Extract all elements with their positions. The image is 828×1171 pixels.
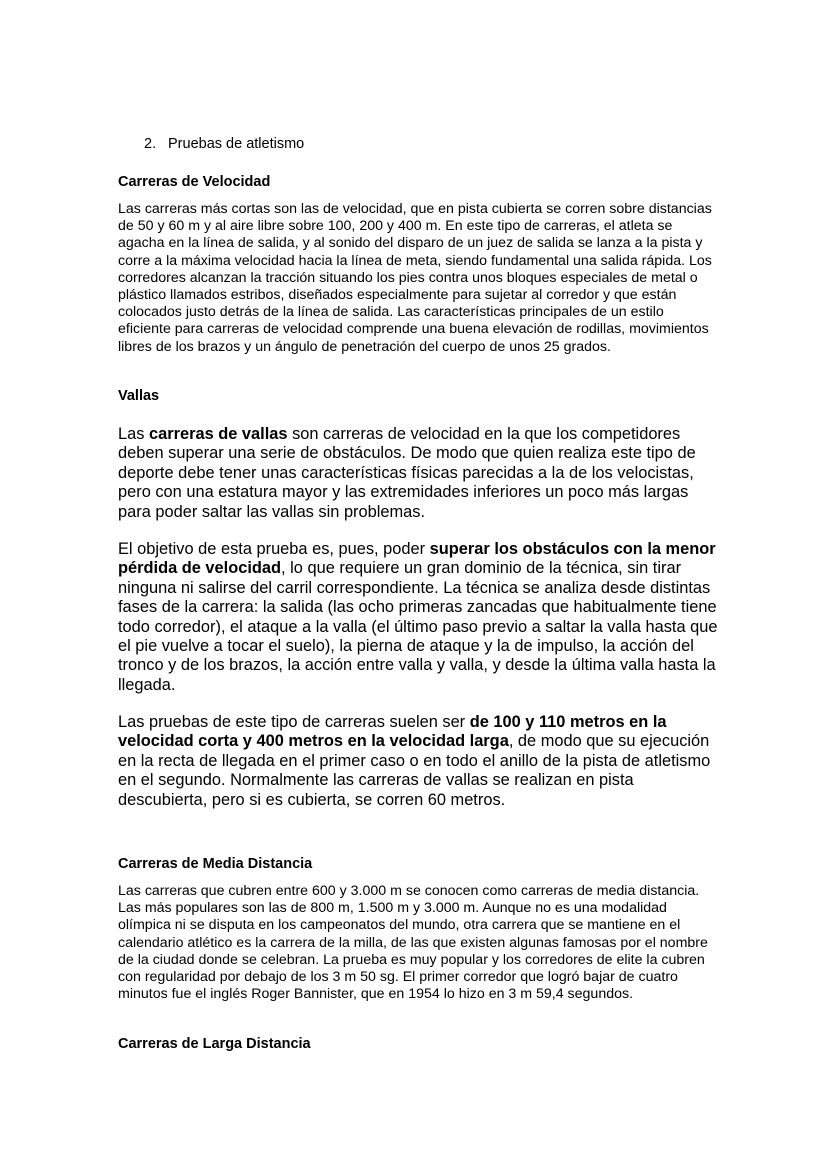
text-run: , de modo que su ejecución en la recta de llegada en el primer caso o en todo el anillo de la pista de atletismo en el segundo. Normalmente las carreras de vallas se realizan en pista descubierta, pero si es cubierta, se corren 60 metros.	[118, 732, 711, 809]
bold-text: de 100 y 110 metros en la velocidad corta y 400 metros en la velocidad larga	[118, 713, 667, 751]
bold-text: carreras de vallas	[148, 425, 288, 443]
bold-text: superar los obstáculos con la menor pérdida de velocidad	[118, 540, 716, 578]
list-item-text: Pruebas de atletismo	[168, 136, 305, 152]
text-run: Las	[118, 425, 149, 443]
text-run: Las pruebas de este tipo de carreras suelen ser	[118, 713, 470, 731]
paragraph-vallas-3	[118, 713, 718, 810]
numbered-list-item	[144, 135, 304, 153]
text-run: , lo que requiere un gran dominio de la técnica, sin tirar ninguna ni salirse del carril correspondiente. La técnica se analiza desde distintas fases de la carrera: la salida (las ocho primeras zancadas que habitualmente tiene todo corredor), el ataque a la valla (el último paso previo a saltar la valla hasta que el pie vuelve a tocar el suelo), la pierna de ataque y la de impulso, la acción del tronco y de los brazos, la acción entre valla y valla, y desde la última valla hasta la llegada.	[118, 559, 718, 694]
section-title-media-distancia: Carreras de Media Distancia	[118, 856, 313, 872]
paragraph-velocidad: Las carreras más cortas son las de velocidad, que en pista cubierta se corren sobre distancias de 50 y 60 m y al aire libre sobre 100, 200 y 400 m. En este tipo de carreras, el atleta se agacha en la línea de salida, y al sonido del disparo de un juez de salida se lanza a la pista y corre a la máxima velocidad hacia la línea de meta, siendo fundamental una salida rápida. Los corredores alcanzan la tracción situando los pies contra unos bloques especiales de metal o plástico llamados estribos, diseñados especialmente para sujetar al corredor y que están colocados justo detrás de la línea de salida. Las características principales de un estilo eficiente para carreras de velocidad comprende una buena elevación de rodillas, movimientos libres de los brazos y un ángulo de penetración del cuerpo de unos 25 grados.	[118, 201, 712, 355]
section-title-larga-distancia: Carreras de Larga Distancia	[118, 1036, 311, 1052]
text-run: son carreras de velocidad en la que los competidores deben superar una serie de obstáculos. De modo que quien realiza este tipo de deporte debe tener unas características físicas parecidas a la de los velocistas, pero con una estatura mayor y las extremidades inferiores un poco más largas para poder saltar las vallas sin problemas.	[118, 425, 696, 521]
paragraph-media-distancia: Las carreras que cubren entre 600 y 3.000 m se conocen como carreras de media distancia. Las más populares son las de 800 m, 1.500 m y 3.000 m. Aunque no es una modalidad olímpica ni se disputa en los campeonatos del mundo, otra carrera que se mantiene en el calendario atlético es la carrera de la milla, de las que existen algunas famosas por el nombre de la ciudad donde se celebran. La prueba es muy popular y los corredores de elite la cubren con regularidad por debajo de los 3 m 50 sg. El primer corredor que logró bajar de cuatro minutos fue el inglés Roger Bannister, que en 1954 lo hizo en 3 m 59,4 segundos.	[118, 883, 708, 1003]
section-title-vallas: Vallas	[118, 388, 160, 404]
list-number: 2.	[144, 136, 157, 152]
text-run: El objetivo de esta prueba es, pues, poder	[118, 540, 430, 558]
paragraph-vallas-2	[118, 540, 718, 695]
section-title-velocidad: Carreras de Velocidad	[118, 174, 271, 190]
paragraph-vallas-1	[118, 425, 718, 522]
